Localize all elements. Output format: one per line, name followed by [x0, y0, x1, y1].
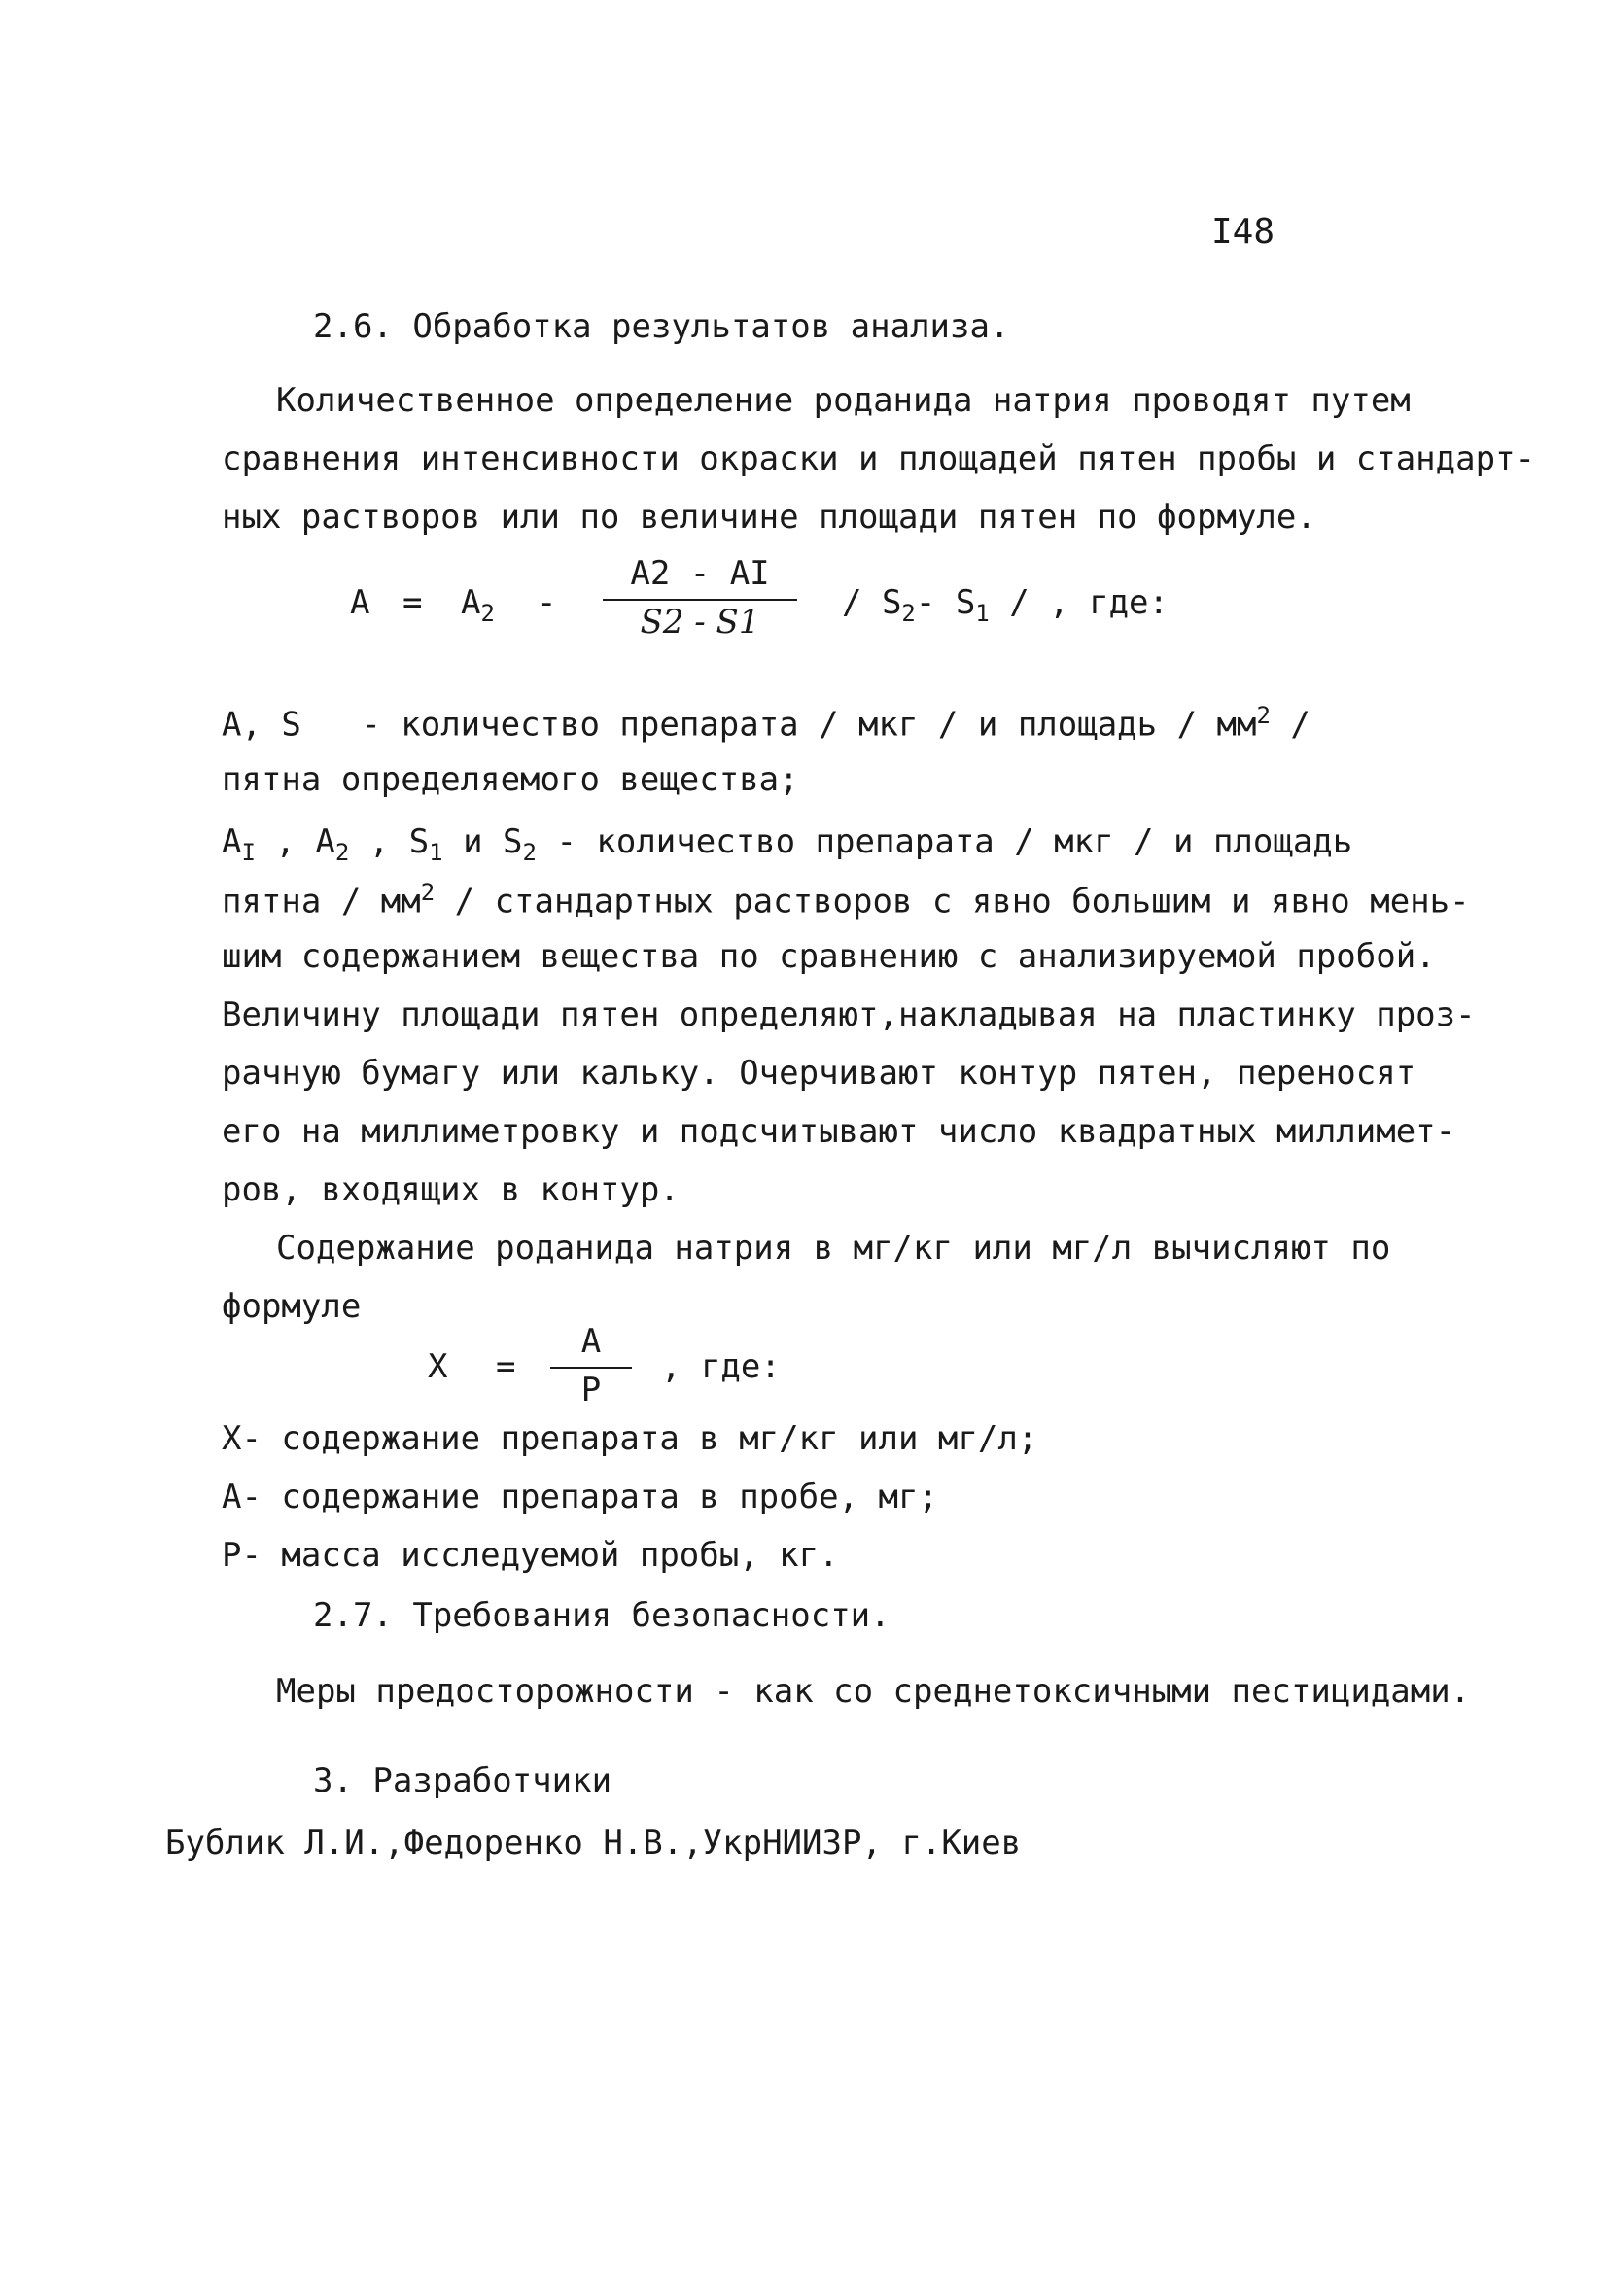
formula-eq: = [402, 583, 423, 622]
formula-minus: - [537, 583, 557, 622]
formula-eq: = [496, 1347, 516, 1386]
definition-text: - количество препарата / мкг / и площадь / мм [361, 705, 1257, 745]
para-line: его на миллиметровку и подсчитывают число квадратных миллимет- [222, 1112, 1456, 1151]
para-line: Величину площади пятен определяют,накладывая на пластинку проз- [222, 995, 1476, 1034]
fraction-numerator: A [580, 1322, 602, 1361]
fraction-denominator: P [580, 1371, 602, 1409]
formula-fraction [603, 554, 797, 642]
developers-text: Бублик Л.И.,Федоренко Н.В.,УкрНИИЗР, г.Киев [165, 1824, 1022, 1862]
para-line: формуле [222, 1287, 362, 1326]
formula-lhs: A [350, 583, 370, 622]
definition-item: A- содержание препарата в пробе, мг; [222, 1478, 938, 1516]
formula-tail: / $S_2-$ $S_1$ / , где: [842, 583, 1169, 627]
definition-symbols: A, S [222, 705, 301, 745]
section-2-7-heading: 2.7. Требования безопасности. [313, 1596, 891, 1635]
para-line: Количественное определение роданида натрия проводят путем [276, 381, 1411, 420]
formula-fraction [550, 1322, 632, 1409]
section-2-6-heading: 2.6. Обработка результатов анализа. [313, 307, 1010, 346]
safety-text: Меры предосторожности - как со среднетоксичными пестицидами. [276, 1672, 1471, 1711]
definition-item: X- содержание препарата в мг/кг или мг/л; [222, 1419, 1038, 1458]
definition-line: пятна определяемого вещества; [222, 760, 799, 799]
fraction-numerator: A2 - AI [630, 554, 770, 593]
definition-item: P- масса исследуемой пробы, кг. [222, 1536, 839, 1575]
page-number: I48 [1211, 212, 1275, 252]
definition-line: шим содержанием вещества по сравнению с анализируемой пробой. [222, 937, 1436, 976]
definition-line: A, S - количество препарата / мкг / и площадь / $мм^2$ / [222, 702, 1310, 745]
para-line: ров, входящих в контур. [222, 1170, 680, 1209]
para-line: сравнения интенсивности окраски и площадей пятен пробы и стандарт- [222, 439, 1536, 478]
formula-tail: , где: [661, 1347, 781, 1386]
section-3-heading: 3. Разработчики [313, 1761, 612, 1800]
para-line: рачную бумагу или кальку. Очерчивают контур пятен, переносят [222, 1054, 1416, 1093]
definition-line: пятна / $мм^2$ / стандартных растворов с явно большим и явно мень- [222, 879, 1470, 922]
definition-line: $A_I$ , $A_2$ , $S_1$ и $S_2$ - количество препарата / мкг / и площадь [222, 822, 1353, 866]
formula-a2: $A_2$ [461, 583, 495, 627]
para-line: Содержание роданида натрия в мг/кг или мг/л вычисляют по [276, 1229, 1391, 1268]
para-line: ных растворов или по величине площади пятен по формуле. [222, 498, 1316, 537]
fraction-denominator: S2 - S1 [640, 603, 760, 642]
formula-lhs: X [428, 1347, 448, 1386]
